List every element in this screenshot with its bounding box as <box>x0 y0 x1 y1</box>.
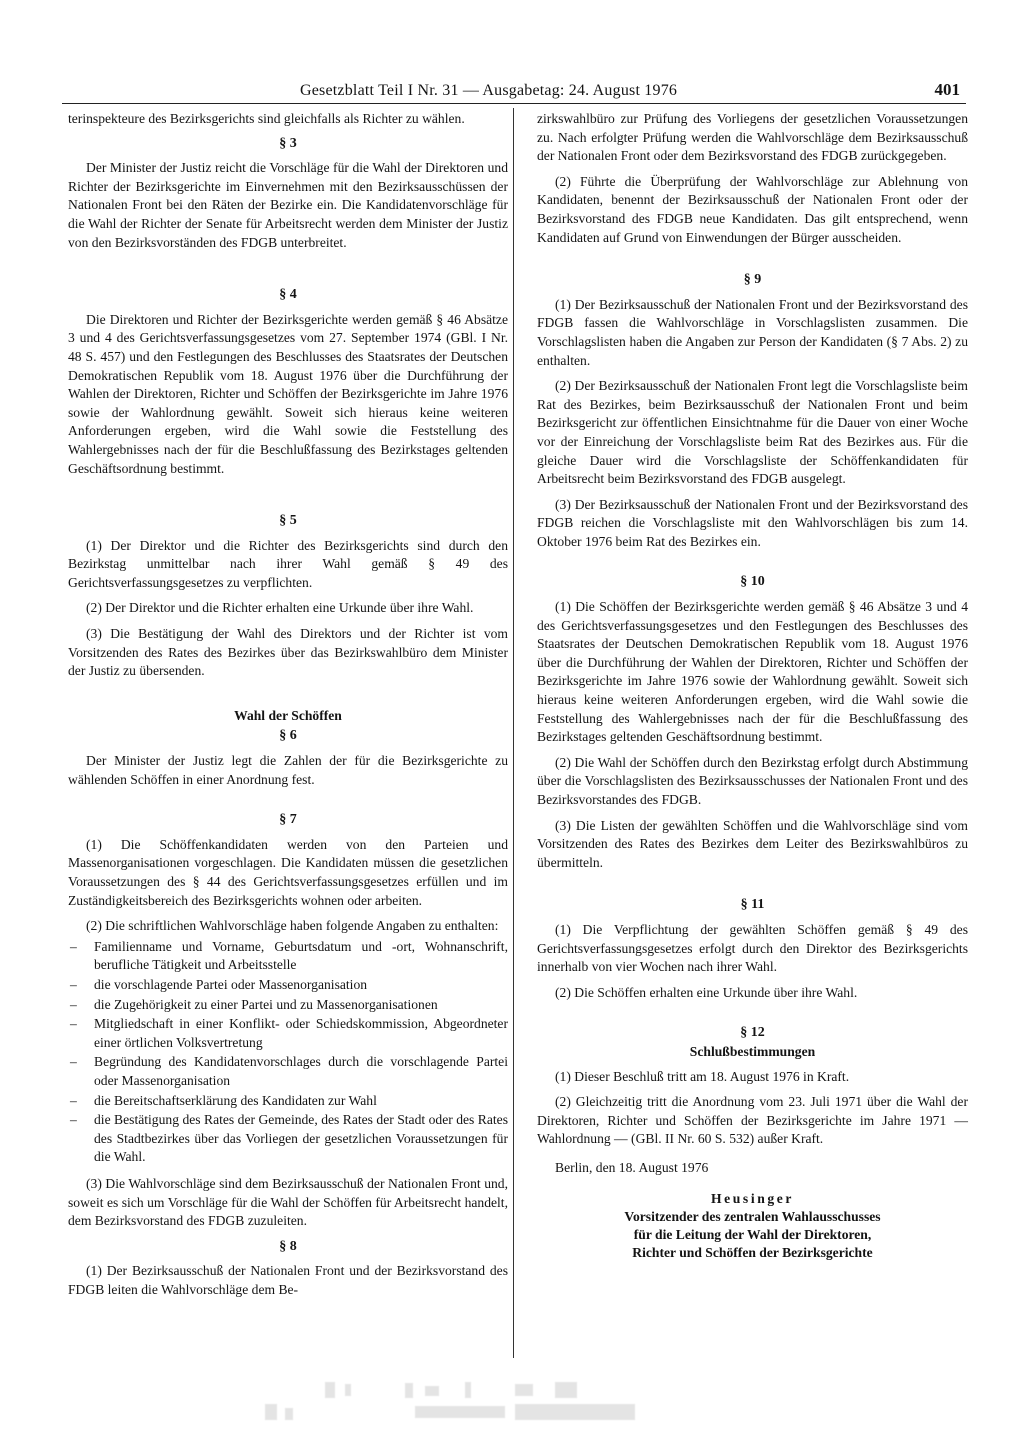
paragraph: (2) Führte die Überprüfung der Wahlvorschläge zur Ablehnung von Kandidaten, benennt der Bezirksausschuß der Nationalen Front oder der Bezirksvorstand des FDGB neue Kandidaten. Das gilt entsprechend, wenn Kandidaten auf Grund von Einwendungen der Bürger ausscheiden. <box>537 173 968 245</box>
list-item: – Begründung des Kandidatenvorschlages durch die vorschlagende Partei oder Massenorganisation <box>68 1053 508 1090</box>
date-line: Berlin, den 18. August 1976 <box>555 1159 709 1175</box>
paragraph: (2) Die Schöffen erhalten eine Urkunde über ihre Wahl. <box>555 984 858 1000</box>
signer-name: Heusinger <box>710 1190 795 1206</box>
signer-title-line: Richter und Schöffen der Bezirksgerichte <box>632 1245 873 1261</box>
header-rule <box>62 103 966 104</box>
section-title-7: § 7 <box>279 812 297 828</box>
paragraph: (3) Die Listen der gewählten Schöffen und die Wahlvorschläge sind vom Vorsitzenden des Rates des Bezirkes dem Leiter des Bezirkswahlbüros zu übermitteln. <box>537 817 968 870</box>
paragraph: (2) Die schriftlichen Wahlvorschläge haben folgende Angaben zu enthalten: <box>86 918 499 934</box>
section-title-3: § 3 <box>279 135 297 151</box>
subheading-schlussbestimmungen: Schlußbestimmungen <box>689 1043 816 1059</box>
section-title-4: § 4 <box>279 287 297 303</box>
list-item: – die Bereitschaftserklärung des Kandidaten zur Wahl <box>68 1092 508 1111</box>
section-title-11: § 11 <box>740 897 765 913</box>
requirements-list <box>68 938 508 1167</box>
paragraph: Der Minister der Justiz legt die Zahlen der für die Bezirksgerichte zu wählenden Schöffen in einer Anordnung fest. <box>68 753 508 787</box>
paragraph: (1) Die Verpflichtung der gewählten Schöffen gemäß § 49 des Gerichtsverfassungsgesetzes erfolgt durch den Direktor des Bezirksgerichts innerhalb von vier Wochen nach ihrer Wahl. <box>537 921 968 975</box>
paragraph: zirkswahlbüro zur Prüfung des Vorliegens der gesetzlichen Voraussetzungen zu. Nach erfolgter Prüfung werden die Wahlvorschläge dem Bezirksausschuß der Nationalen Front oder dem Bezirksvorstand des FDGB zurückgegeben. <box>537 111 968 164</box>
left-column <box>68 110 508 1306</box>
page-number: 401 <box>934 80 960 99</box>
paragraph: (1) Die Schöffenkandidaten werden von den Parteien und Massenorganisationen vorgeschlagen. Die Kandidaten müssen die gesetzlichen Voraussetzungen des § 44 des Gerichtsverfassungsgesetzes erfüllen und im Zuständigkeitsbereich des Bezirksgerichts wohnen oder arbeiten. <box>68 836 508 908</box>
list-item: – die vorschlagende Partei oder Massenorganisation <box>68 976 508 995</box>
list-item: – Familienname und Vorname, Geburtsdatum und -ort, Wohnanschrift, berufliche Tätigkeit und Arbeitsstelle <box>68 938 508 975</box>
list-item: – die Zugehörigkeit zu einer Partei und zu Massenorganisationen <box>68 996 508 1015</box>
paragraph: (3) Die Wahlvorschläge sind dem Bezirksausschuß der Nationalen Front und, soweit es sich um Vorschläge für die Wahl der Schöffen für Arbeitsrecht handelt, dem Bezirksvorstand des FDGB zuzuleiten. <box>68 1175 508 1229</box>
list-item: – die Bestätigung des Rates der Gemeinde, des Rates der Stadt oder des Rates des Stadtbezirkes über das Vorliegen der gesetzlichen Voraussetzungen für die Wahl. <box>68 1111 508 1167</box>
paragraph: Der Minister der Justiz reicht die Vorschläge für die Wahl der Direktoren und Richter der Bezirksgerichte im Einvernehmen mit den Bezirksausschüssen der Nationalen Front bei den Räten der Bezirke ein. Die Kandidatenvorschläge für die Wahl der Richter der Senate für Arbeitsrecht werden dem Minister der Justiz von den Bezirksvorständen des FDGB unterbreitet. <box>68 160 508 250</box>
paragraph: (1) Der Bezirksausschuß der Nationalen Front und der Bezirksvorstand des FDGB fassen die Wahlvorschläge in Vorschlagslisten zusammen. Die Vorschlagslisten haben die Angaben zur Person der Kandidaten (§ 7 Abs. 2) zu enthalten. <box>537 296 968 368</box>
paragraph: terinspekteure des Bezirksgerichts sind gleichfalls als Richter zu wählen. <box>68 111 465 126</box>
section-title-9: § 9 <box>743 272 762 288</box>
paragraph: (1) Die Schöffen der Bezirksgerichte werden gemäß § 46 Absätze 3 und 4 des Gerichtsverfassungsgesetzes und den Festlegungen des Beschlusses des Staatsrates der Deutschen Demokratischen Republik vom 18. August 1976 über die Durchführung der Wahlen der Direktoren, Richter und Schöffen der Bezirksgerichte im Jahre 1976 sowie der Wahlordnung gewählt. Soweit sich hieraus keine weiteren Anforderungen ergeben, wird die Wahl sowie die Feststellung des Wahlergebnisses nach der für die Beschlußfassung des Bezirkstages geltenden Geschäftsordnung bestimmt. <box>537 599 968 745</box>
paragraph: (2) Der Bezirksausschuß der Nationalen Front legt die Vorschlagsliste beim Rat des Bezirkes, beim Bezirksausschuß der Nationalen Front und beim Bezirksgericht zur öffentlichen Einsichtnahme für die Dauer von einer Woche vor der Einreichung der Vorschlagsliste beim Rat des Bezirkes aus. Für die gleiche Dauer wird die Vorschlagsliste der Schöffenkandidaten für Arbeitsrecht beim Bezirksvorstand des FDGB ausgelegt. <box>537 378 968 487</box>
paragraph: (3) Der Bezirksausschuß der Nationalen Front und der Bezirksvorstand des FDGB reichen die Vorschlagsliste mit den Wahlvorschlägen bis zum 14. Oktober 1976 beim Rat des Bezirkes ein. <box>537 496 968 549</box>
paragraph: (2) Gleichzeitig tritt die Anordnung vom 23. Juli 1971 über die Wahl der Direktoren, Richter und Schöffen der Bezirksgerichte im Jahre 1971 — Wahlordnung — (GBl. II Nr. 60 S. 532) außer Kraft. <box>537 1094 968 1147</box>
section-title-8: § 8 <box>279 1238 297 1254</box>
paragraph: (1) Der Direktor und die Richter des Bezirksgerichts sind durch den Bezirkstag unmittelbar nach ihrer Wahl gemäß § 49 des Gerichtsverfassungsgesetzes zu verpflichten. <box>68 537 508 590</box>
list-item: – Mitgliedschaft in einer Konflikt- oder Schiedskommission, Abgeordneter einer örtlichen Volksvertretung <box>68 1015 508 1052</box>
section-title-5: § 5 <box>279 513 297 529</box>
paragraph: (1) Dieser Beschluß tritt am 18. August 1976 in Kraft. <box>555 1068 850 1084</box>
faded-stamp-mark <box>265 1380 665 1424</box>
page-header <box>62 80 966 102</box>
section-title-6: § 6 <box>279 728 297 744</box>
paragraph: (2) Der Direktor und die Richter erhalten eine Urkunde über ihre Wahl. <box>86 600 474 616</box>
paragraph: Die Direktoren und Richter der Bezirksgerichte werden gemäß § 46 Absätze 3 und 4 des Gerichtsverfassungsgesetzes vom 27. September 1974 (GBl. I Nr. 48 S. 457) und den Festlegungen des Beschlusses des Staatsrates der Deutschen Demokratischen Republik vom 18. August 1976 über die Durchführung der Wahlen der Direktoren, Richter und Schöffen der Bezirksgerichte im Jahre 1976 sowie der Wahlordnung gewählt. Soweit sich hieraus keine weiteren Anforderungen ergeben, wird die Wahl sowie die Feststellung des Wahlergebnisses nach der für die Beschlußfassung des Bezirkstages geltenden Geschäftsordnung bestimmt. <box>68 311 508 476</box>
header-title: Gesetzblatt Teil I Nr. 31 — Ausgabetag: 24. August 1976 <box>300 82 678 99</box>
paragraph: (3) Die Bestätigung der Wahl des Direktors und der Richter ist vom Vorsitzenden des Rates des Bezirkes über das Bezirkswahlbüro dem Minister der Justiz zu übersenden. <box>68 626 508 679</box>
subheading-wahl-der-schoeffen: Wahl der Schöffen <box>234 707 342 723</box>
section-title-10: § 10 <box>740 574 765 590</box>
signer-title-line: Vorsitzender des zentralen Wahlausschusses <box>624 1209 881 1225</box>
section-title-12: § 12 <box>740 1025 765 1041</box>
paragraph: (1) Der Bezirksausschuß der Nationalen Front und der Bezirksvorstand des FDGB leiten die Wahlvorschläge dem Be- <box>68 1263 508 1297</box>
paragraph: (2) Die Wahl der Schöffen durch den Bezirkstag erfolgt durch Abstimmung über die Vorschlagslisten des Bezirksausschusses der Nationalen Front und des Bezirksvorstandes des FDGB. <box>537 754 968 807</box>
signer-title-line: für die Leitung der Wahl der Direktoren, <box>633 1227 872 1243</box>
column-divider <box>513 108 514 1358</box>
right-column <box>537 110 968 1262</box>
